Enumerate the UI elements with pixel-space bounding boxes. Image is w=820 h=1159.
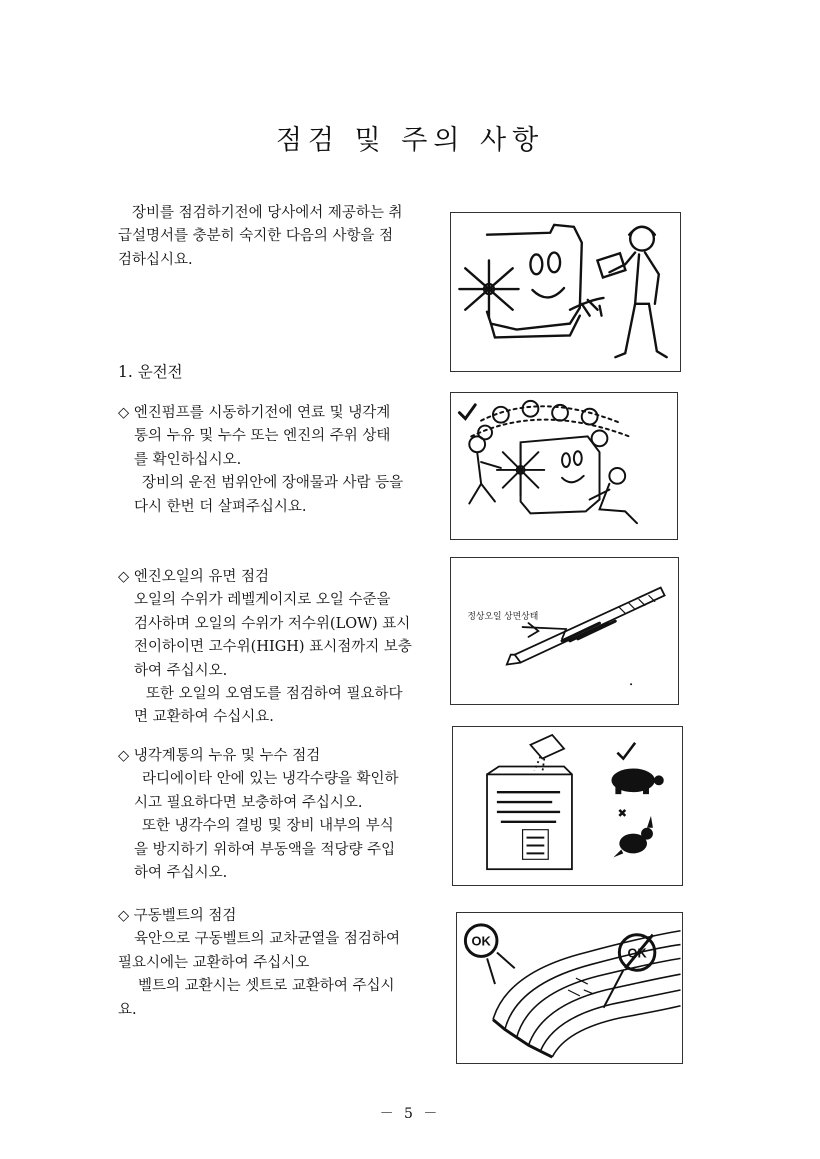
- item-line: 육안으로 구동벨트의 교차균열을 점검하여: [134, 931, 400, 948]
- item-line: 라디에이타 안에 있는 냉각수량을 확인하: [142, 771, 399, 788]
- item-belt-check: [118, 905, 436, 1022]
- intro-line: 급설명서를 충분히 숙지한 다음의 사항을 점: [118, 228, 394, 245]
- item-engine-oil-level: [118, 566, 436, 730]
- item-line: 시고 필요하다면 보충하여 주십시오.: [134, 794, 363, 811]
- page-number: － 5 －: [379, 1106, 441, 1122]
- item-line: 장비의 운전 범위안에 장애물과 사람 등을: [142, 475, 404, 492]
- coolant-illustration: [453, 727, 682, 885]
- item-line: 를 확인하십시오.: [134, 451, 242, 468]
- figure-dipstick: [450, 557, 679, 705]
- item-engine-check: [118, 402, 436, 519]
- not-ok-badge-text: OK: [627, 945, 647, 961]
- item-line: 필요시에는 교환하여 주십시오: [118, 954, 310, 971]
- dipstick-label: 정상오일 상면상태: [467, 611, 539, 622]
- figure-belts: [456, 912, 683, 1064]
- item-line: 요.: [118, 1001, 137, 1018]
- dipstick-illustration: [451, 558, 678, 704]
- item-line: 또한 오일의 오염도를 점검하여 필요하다: [146, 686, 403, 703]
- figure-read-manual: [450, 212, 681, 372]
- intro-line: 검하십시요.: [118, 251, 193, 268]
- item-line: 전이하이면 고수위(HIGH) 표시점까지 보충: [134, 639, 412, 656]
- intro-line: 장비를 점검하기전에 당사에서 제공하는 취: [132, 205, 403, 221]
- item-line: ◇ 구동벨트의 점검: [118, 908, 237, 924]
- belts-illustration: [457, 913, 682, 1063]
- item-line: ◇ 엔진오일의 유면 점검: [118, 569, 270, 585]
- item-line: 검사하며 오일의 수위가 저수위(LOW) 표시: [134, 615, 411, 632]
- page-title: 점검 및 주의 사항: [275, 125, 545, 156]
- ok-badge-text: OK: [471, 933, 491, 949]
- item-line: 면 교환하여 수십시요.: [134, 709, 274, 726]
- item-line: ◇ 엔진펌프를 시동하기전에 연료 및 냉각계: [118, 405, 391, 421]
- surrounding-check-illustration: [451, 393, 677, 539]
- item-line: 또한 냉각수의 결빙 및 장비 내부의 부식: [142, 818, 394, 835]
- item-line: ◇ 냉각계통의 누유 및 누수 점검: [118, 748, 321, 764]
- section-heading-before-operation: 1. 운전전: [118, 363, 183, 381]
- item-line: 오일의 수위가 레벨게이지로 오일 수준을: [134, 592, 391, 609]
- item-line: 통의 누유 및 누수 또는 엔진의 주위 상태: [134, 428, 391, 445]
- item-line: 을 방지하기 위하여 부동액을 적당량 주입: [134, 841, 396, 858]
- item-line: 하여 주십시오.: [134, 662, 228, 679]
- read-manual-illustration: [451, 213, 680, 371]
- item-line: 하여 주십시오.: [134, 865, 228, 882]
- item-line: 다시 한번 더 살펴주십시요.: [134, 498, 307, 515]
- figure-coolant: [452, 726, 683, 886]
- intro-paragraph: [118, 202, 436, 272]
- figure-surrounding-check: [450, 392, 678, 540]
- item-cooling-check: [118, 745, 436, 885]
- item-line: 벨트의 교환시는 셋트로 교환하여 주십시: [138, 978, 395, 995]
